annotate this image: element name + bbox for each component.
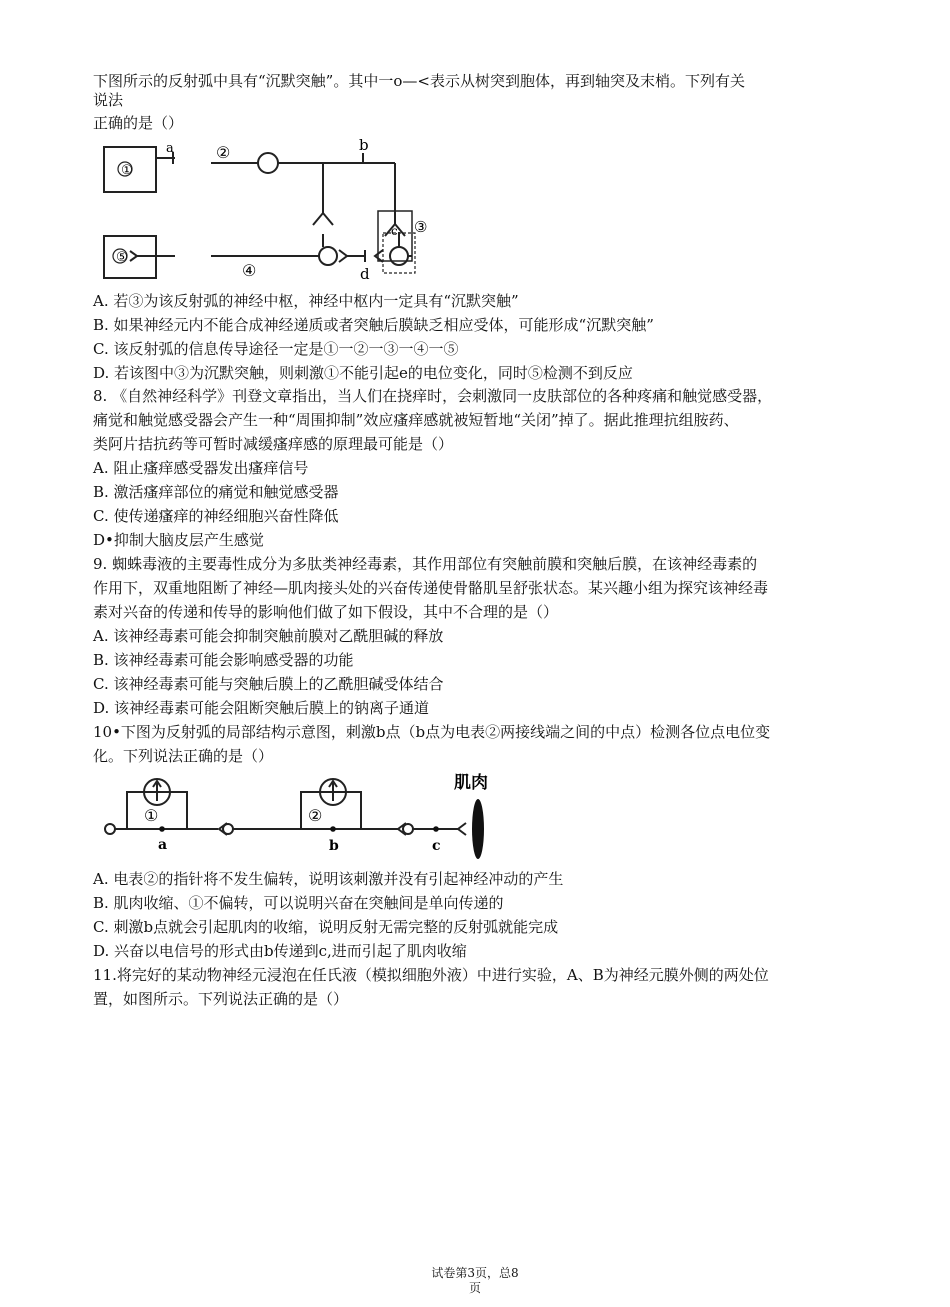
q8-option-d: D•抑制大脑皮层产生感觉	[93, 531, 264, 549]
q9-option-c: C. 该神经毒素可能与突触后膜上的乙酰胆碱受体结合	[93, 675, 444, 693]
q10-stem-line2: 化。下列说法正确的是（）	[93, 747, 274, 765]
reflex-arc-diagram	[95, 138, 440, 283]
q9-stem-line1: 9. 蜘蛛毒液的主要毒性成分为多肽类神经毒素，其作用部位有突触前膜和突触后膜，在该神经毒素的	[93, 555, 758, 573]
fig1-label-b: b	[359, 138, 369, 154]
page-footer-line2: 页	[468, 1281, 481, 1295]
q9-stem-line3: 素对兴奋的传递和传导的影响他们做了如下假设，其中不合理的是（）	[93, 603, 559, 621]
point-b	[330, 826, 336, 832]
q7-stem-line3: 正确的是（）	[93, 114, 184, 132]
q8-stem-line3: 类阿片拮抗药等可暂时减缓瘙痒感的原理最可能是（）	[93, 435, 454, 453]
fig1-label-circle4: ④	[242, 261, 257, 280]
figure-reflex-arc	[95, 138, 440, 283]
figure-meters	[96, 768, 506, 860]
q7-stem-line2: 说法	[93, 91, 124, 109]
q8-option-c: C. 使传递瘙痒的神经细胞兴奋性降低	[93, 507, 339, 525]
fig1-label-circle5: ⑤	[116, 250, 128, 265]
q10-option-b: B. 肌肉收缩、①不偏转，可以说明兴奋在突触间是单向传递的	[93, 894, 504, 912]
q7-option-b: B. 如果神经元内不能合成神经递质或者突触后膜缺乏相应受体，可能形成“沉默突触”	[93, 316, 654, 334]
q10-stem-line1: 10•下图为反射弧的局部结构示意图，刺激b点（b点为电表②两接线端之间的中点）检测各位点电位变	[93, 723, 771, 741]
q10-option-c: C. 刺激b点就会引起肌肉的收缩，说明反射无需完整的反射弧就能完成	[93, 918, 559, 936]
q7-option-d: D. 若该图中③为沉默突触，则刺激①不能引起e的电位变化，同时⑤检测不到反应	[93, 364, 633, 382]
q7-option-a: A. 若③为该反射弧的神经中枢，神经中枢内一定具有“沉默突触”	[93, 292, 519, 310]
q9-stem-line2: 作用下，双重地阻断了神经—肌肉接头处的兴奋传递使骨骼肌呈舒张状态。某兴趣小组为探究该神经毒	[93, 579, 769, 597]
fig1-label-circle2: ②	[216, 143, 231, 162]
fig1-label-c: c	[391, 224, 398, 238]
fig2-label-a: a	[158, 837, 168, 853]
fig2-label-meter2: ②	[308, 806, 323, 825]
fig1-label-d: d	[360, 265, 370, 283]
q9-option-d: D. 该神经毒素可能会阻断突触后膜上的钠离子通道	[93, 699, 430, 717]
q11-stem-line2: 置，如图所示。下列说法正确的是（）	[93, 990, 349, 1008]
q10-option-a: A. 电表②的指针将不发生偏转，说明该刺激并没有引起神经冲动的产生	[93, 870, 564, 888]
fig1-label-circle1: ①	[121, 163, 133, 178]
q8-stem-line1: 8. 《自然神经科学》刊登文章指出，当人们在挠痒时，会刺激同一皮肤部位的各种疼痛和触觉感受器，	[93, 387, 773, 405]
q7-option-c: C. 该反射弧的信息传导途径一定是①一②一③一④一⑤	[93, 340, 459, 358]
fig2-label-meter1: ①	[144, 806, 159, 825]
fig2-label-muscle: 肌肉	[454, 773, 488, 793]
q8-stem-line2: 痛觉和触觉感受器会产生一种“周围抑制”效应瘙痒感就被短暂地“关闭”掉了。据此推理抗组胺药、	[93, 411, 739, 429]
fig1-label-a: a	[166, 141, 174, 156]
q8-option-b: B. 激活瘙痒部位的痛觉和触觉感受器	[93, 483, 339, 501]
q7-stem-line1: 下图所示的反射弧中具有“沉默突触”。其中一o—<表示从树突到胞体，再到轴突及末梢。下列有关	[93, 72, 745, 90]
fig1-label-circle3: ③	[414, 218, 428, 236]
page-footer-line1: 试卷第3页，总8	[431, 1266, 519, 1280]
q11-stem-line1: 11.将完好的某动物神经元浸泡在任氏液（模拟细胞外液）中进行实验，A、B为神经元膜外侧的两处位	[93, 966, 769, 984]
point-a	[159, 826, 165, 832]
q9-option-b: B. 该神经毒素可能会影响感受器的功能	[93, 651, 354, 669]
q9-option-a: A. 该神经毒素可能会抑制突触前膜对乙酰胆碱的释放	[93, 627, 444, 645]
q10-option-d: D. 兴奋以电信号的形式由b传递到c,进而引起了肌肉收缩	[93, 942, 467, 960]
q8-option-a: A. 阻止瘙痒感受器发出瘙痒信号	[93, 459, 309, 477]
point-c	[433, 826, 439, 832]
muscle-shape	[472, 799, 484, 859]
meters-diagram	[96, 768, 506, 860]
fig2-label-c: c	[432, 838, 441, 854]
fig2-label-b: b	[329, 838, 339, 854]
